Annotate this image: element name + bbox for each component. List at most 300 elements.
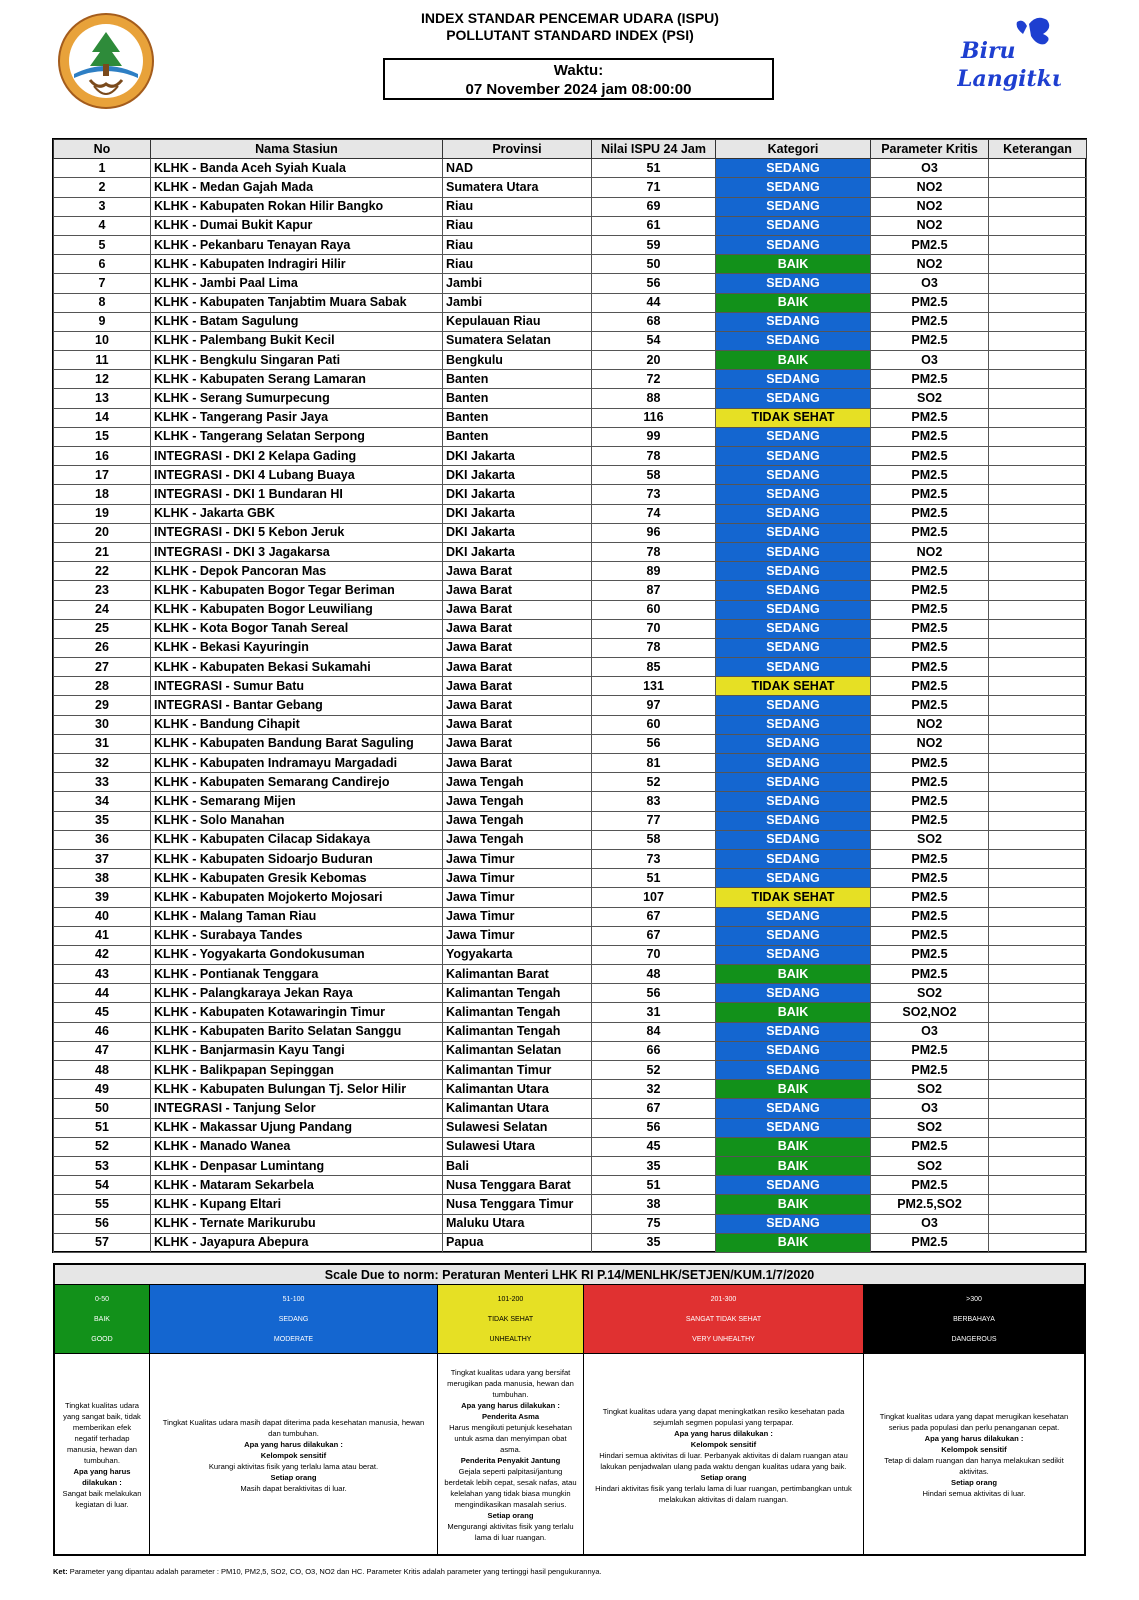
cell-provinsi: Jawa Barat [443, 715, 592, 734]
cell-nama-stasiun: INTEGRASI - Tanjung Selor [151, 1099, 443, 1118]
cell-nama-stasiun: KLHK - Tangerang Selatan Serpong [151, 427, 443, 446]
header-no: No [54, 140, 151, 159]
cell-keterangan [989, 504, 1087, 523]
cell-kategori: SEDANG [716, 331, 871, 350]
cell-kategori: TIDAK SEHAT [716, 677, 871, 696]
cell-no: 55 [54, 1195, 151, 1214]
cell-keterangan [989, 312, 1087, 331]
scale-description [864, 1354, 1084, 1556]
cell-keterangan [989, 447, 1087, 466]
cell-nilai-ispu: 66 [592, 1041, 716, 1060]
cell-keterangan [989, 351, 1087, 370]
cell-nilai-ispu: 72 [592, 370, 716, 389]
cell-nilai-ispu: 88 [592, 389, 716, 408]
cell-nilai-ispu: 54 [592, 331, 716, 350]
scale-description-line: Tetap di dalam ruangan dan hanya melakukan sedikit aktivitas. [884, 1456, 1064, 1476]
cell-provinsi: Riau [443, 255, 592, 274]
cell-kategori: BAIK [716, 1003, 871, 1022]
scale-band-label-en: GOOD [91, 1335, 113, 1343]
cell-no: 42 [54, 945, 151, 964]
cell-parameter-kritis: PM2.5 [871, 562, 989, 581]
cell-nama-stasiun: KLHK - Kota Bogor Tanah Sereal [151, 619, 443, 638]
table-row [54, 754, 1087, 773]
cell-no: 45 [54, 1003, 151, 1022]
cell-no: 5 [54, 235, 151, 254]
cell-provinsi: Riau [443, 216, 592, 235]
page-title: INDEX STANDAR PENCEMAR UDARA (ISPU) [421, 10, 719, 26]
cell-no: 56 [54, 1214, 151, 1233]
cell-no: 57 [54, 1233, 151, 1252]
cell-kategori: SEDANG [716, 696, 871, 715]
cell-no: 46 [54, 1022, 151, 1041]
cell-keterangan [989, 1176, 1087, 1195]
cell-nilai-ispu: 78 [592, 447, 716, 466]
cell-kategori: SEDANG [716, 523, 871, 542]
cell-parameter-kritis: SO2,NO2 [871, 1003, 989, 1022]
cell-nilai-ispu: 58 [592, 830, 716, 849]
cell-nilai-ispu: 51 [592, 159, 716, 178]
cell-kategori: SEDANG [716, 734, 871, 753]
cell-kategori: SEDANG [716, 370, 871, 389]
cell-keterangan [989, 1003, 1087, 1022]
cell-provinsi: Jawa Timur [443, 849, 592, 868]
scale-column-berbahaya [864, 1285, 1084, 1556]
scale-band-label-en: DANGEROUS [951, 1335, 997, 1343]
cell-keterangan [989, 197, 1087, 216]
cell-keterangan [989, 869, 1087, 888]
scale-band [55, 1285, 149, 1354]
cell-nama-stasiun: INTEGRASI - Bantar Gebang [151, 696, 443, 715]
cell-no: 34 [54, 792, 151, 811]
cell-nama-stasiun: KLHK - Kabupaten Semarang Candirejo [151, 773, 443, 792]
cell-provinsi: Jawa Tengah [443, 773, 592, 792]
cell-nama-stasiun: KLHK - Dumai Bukit Kapur [151, 216, 443, 235]
cell-provinsi: NAD [443, 159, 592, 178]
cell-keterangan [989, 1099, 1087, 1118]
cell-keterangan [989, 926, 1087, 945]
cell-no: 51 [54, 1118, 151, 1137]
cell-parameter-kritis: PM2.5 [871, 619, 989, 638]
cell-nilai-ispu: 38 [592, 1195, 716, 1214]
cell-nilai-ispu: 116 [592, 408, 716, 427]
cell-kategori: SEDANG [716, 849, 871, 868]
cell-provinsi: Sulawesi Selatan [443, 1118, 592, 1137]
cell-nama-stasiun: INTEGRASI - Sumur Batu [151, 677, 443, 696]
cell-parameter-kritis: NO2 [871, 715, 989, 734]
cell-parameter-kritis: PM2.5 [871, 965, 989, 984]
cell-nama-stasiun: KLHK - Kabupaten Mojokerto Mojosari [151, 888, 443, 907]
logo-text-biru: Biru [961, 38, 1016, 64]
cell-kategori: BAIK [716, 965, 871, 984]
cell-keterangan [989, 1214, 1087, 1233]
cell-kategori: SEDANG [716, 1061, 871, 1080]
cell-provinsi: Jawa Timur [443, 888, 592, 907]
cell-keterangan [989, 734, 1087, 753]
cell-nama-stasiun: KLHK - Kabupaten Indramayu Margadadi [151, 754, 443, 773]
cell-no: 25 [54, 619, 151, 638]
cell-kategori: BAIK [716, 1137, 871, 1156]
cell-nilai-ispu: 56 [592, 1118, 716, 1137]
cell-keterangan [989, 562, 1087, 581]
cell-nilai-ispu: 35 [592, 1233, 716, 1252]
butterfly-icon [957, 14, 1061, 94]
cell-keterangan [989, 696, 1087, 715]
cell-keterangan [989, 888, 1087, 907]
table-row [54, 734, 1087, 753]
cell-nama-stasiun: KLHK - Balikpapan Sepinggan [151, 1061, 443, 1080]
cell-keterangan [989, 370, 1087, 389]
cell-nama-stasiun: KLHK - Kabupaten Serang Lamaran [151, 370, 443, 389]
cell-provinsi: DKI Jakarta [443, 523, 592, 542]
table-row [54, 1041, 1087, 1060]
cell-nama-stasiun: INTEGRASI - DKI 1 Bundaran HI [151, 485, 443, 504]
cell-no: 7 [54, 274, 151, 293]
footer-note-label: Ket: [53, 1567, 68, 1576]
cell-keterangan [989, 1061, 1087, 1080]
table-row [54, 1099, 1087, 1118]
cell-provinsi: Kalimantan Selatan [443, 1041, 592, 1060]
cell-no: 52 [54, 1137, 151, 1156]
table-row [54, 849, 1087, 868]
cell-provinsi: DKI Jakarta [443, 485, 592, 504]
cell-kategori: SEDANG [716, 1176, 871, 1195]
cell-provinsi: Jawa Tengah [443, 811, 592, 830]
cell-nama-stasiun: KLHK - Banjarmasin Kayu Tangi [151, 1041, 443, 1060]
cell-no: 35 [54, 811, 151, 830]
cell-keterangan [989, 1080, 1087, 1099]
cell-nama-stasiun: KLHK - Kabupaten Bogor Leuwiliang [151, 600, 443, 619]
scale-band-label-id: BERBAHAYA [953, 1315, 995, 1323]
cell-keterangan [989, 408, 1087, 427]
cell-keterangan [989, 638, 1087, 657]
cell-no: 30 [54, 715, 151, 734]
table-row [54, 658, 1087, 677]
cell-no: 3 [54, 197, 151, 216]
table-row [54, 888, 1087, 907]
cell-no: 40 [54, 907, 151, 926]
cell-keterangan [989, 216, 1087, 235]
cell-nama-stasiun: KLHK - Medan Gajah Mada [151, 178, 443, 197]
cell-parameter-kritis: PM2.5 [871, 408, 989, 427]
cell-provinsi: DKI Jakarta [443, 504, 592, 523]
table-row [54, 792, 1087, 811]
cell-parameter-kritis: PM2.5 [871, 638, 989, 657]
cell-nilai-ispu: 56 [592, 274, 716, 293]
table-row [54, 447, 1087, 466]
cell-provinsi: Kalimantan Barat [443, 965, 592, 984]
cell-no: 23 [54, 581, 151, 600]
scale-description-line: Apa yang harus dilakukan : [244, 1439, 343, 1449]
table-header-row [54, 140, 1087, 159]
cell-provinsi: Maluku Utara [443, 1214, 592, 1233]
cell-keterangan [989, 1233, 1087, 1252]
table-row [54, 159, 1087, 178]
cell-kategori: SEDANG [716, 1041, 871, 1060]
table-row [54, 370, 1087, 389]
cell-parameter-kritis: NO2 [871, 197, 989, 216]
header-keterangan: Keterangan [989, 140, 1087, 159]
cell-nama-stasiun: KLHK - Palembang Bukit Kecil [151, 331, 443, 350]
cell-keterangan [989, 331, 1087, 350]
scale-band [150, 1285, 437, 1354]
cell-keterangan [989, 773, 1087, 792]
cell-no: 24 [54, 600, 151, 619]
cell-nilai-ispu: 75 [592, 1214, 716, 1233]
cell-nama-stasiun: KLHK - Pekanbaru Tenayan Raya [151, 235, 443, 254]
scale-description-line: Apa yang harus dilakukan : [924, 1434, 1024, 1443]
cell-no: 47 [54, 1041, 151, 1060]
cell-nilai-ispu: 20 [592, 351, 716, 370]
scale-description [55, 1354, 149, 1556]
scale-band-range: 0-50 [94, 1295, 109, 1303]
cell-kategori: BAIK [716, 1233, 871, 1252]
cell-nama-stasiun: KLHK - Kabupaten Indragiri Hilir [151, 255, 443, 274]
cell-nilai-ispu: 32 [592, 1080, 716, 1099]
cell-keterangan [989, 965, 1087, 984]
scale-description-line: Apa yang harus dilakukan : [461, 1401, 560, 1410]
scale-column-sedang [150, 1285, 438, 1556]
scale-band-range: 51-100 [282, 1295, 305, 1303]
header-nama-stasiun: Nama Stasiun [151, 140, 443, 159]
scale-description-line: Gejala seperti palpitasi/jantung berdetak lebih cepat, sesak nafas, atau kelelahan yang tidak biasa mungkin mengindikasikan masalah serius. [444, 1467, 577, 1509]
scale-description-line: Setiap orang [270, 1472, 317, 1482]
cell-keterangan [989, 984, 1087, 1003]
table-row [54, 1176, 1087, 1195]
cell-no: 48 [54, 1061, 151, 1080]
scale-column-baik [55, 1285, 150, 1556]
table-row [54, 274, 1087, 293]
scale-description-line: Apa yang harus dilakukan : [674, 1428, 773, 1438]
cell-provinsi: Papua [443, 1233, 592, 1252]
cell-no: 29 [54, 696, 151, 715]
cell-kategori: SEDANG [716, 312, 871, 331]
cell-nilai-ispu: 31 [592, 1003, 716, 1022]
cell-nilai-ispu: 84 [592, 1022, 716, 1041]
cell-parameter-kritis: PM2.5 [871, 926, 989, 945]
cell-no: 18 [54, 485, 151, 504]
header-kategori: Kategori [716, 140, 871, 159]
scale-title: Scale Due to norm: Peraturan Menteri LHK RI P.14/MENLHK/SETJEN/KUM.1/7/2020 [55, 1265, 1084, 1285]
cell-nilai-ispu: 61 [592, 216, 716, 235]
cell-provinsi: DKI Jakarta [443, 447, 592, 466]
table-row [54, 1214, 1087, 1233]
scale-description [584, 1354, 863, 1556]
table-row [54, 677, 1087, 696]
cell-nilai-ispu: 56 [592, 734, 716, 753]
cell-kategori: SEDANG [716, 792, 871, 811]
cell-kategori: SEDANG [716, 1214, 871, 1233]
cell-provinsi: Riau [443, 235, 592, 254]
cell-parameter-kritis: NO2 [871, 734, 989, 753]
cell-nilai-ispu: 77 [592, 811, 716, 830]
cell-nilai-ispu: 52 [592, 1061, 716, 1080]
table-row [54, 1137, 1087, 1156]
cell-nilai-ispu: 50 [592, 255, 716, 274]
cell-parameter-kritis: NO2 [871, 542, 989, 561]
cell-keterangan [989, 159, 1087, 178]
table-row [54, 331, 1087, 350]
scale-legend [53, 1263, 1086, 1556]
cell-parameter-kritis: PM2.5 [871, 523, 989, 542]
cell-keterangan [989, 945, 1087, 964]
cell-parameter-kritis: PM2.5 [871, 792, 989, 811]
cell-provinsi: Kalimantan Tengah [443, 1003, 592, 1022]
cell-kategori: SEDANG [716, 926, 871, 945]
cell-kategori: SEDANG [716, 638, 871, 657]
scale-column-tidak-sehat [438, 1285, 584, 1556]
table-row [54, 638, 1087, 657]
table-row [54, 389, 1087, 408]
klhk-logo [54, 12, 158, 110]
cell-parameter-kritis: PM2.5 [871, 600, 989, 619]
cell-kategori: SEDANG [716, 159, 871, 178]
cell-keterangan [989, 427, 1087, 446]
cell-parameter-kritis: PM2.5 [871, 869, 989, 888]
cell-keterangan [989, 1137, 1087, 1156]
cell-kategori: SEDANG [716, 427, 871, 446]
scale-description-line: Setiap orang [487, 1511, 534, 1520]
cell-keterangan [989, 178, 1087, 197]
cell-kategori: TIDAK SEHAT [716, 408, 871, 427]
cell-nilai-ispu: 51 [592, 869, 716, 888]
cell-parameter-kritis: PM2.5 [871, 849, 989, 868]
cell-nilai-ispu: 78 [592, 542, 716, 561]
cell-parameter-kritis: O3 [871, 351, 989, 370]
cell-nilai-ispu: 60 [592, 600, 716, 619]
cell-parameter-kritis: PM2.5 [871, 370, 989, 389]
cell-parameter-kritis: NO2 [871, 255, 989, 274]
cell-kategori: SEDANG [716, 274, 871, 293]
scale-description-line: Penderita Asma [481, 1412, 540, 1421]
cell-nilai-ispu: 96 [592, 523, 716, 542]
cell-keterangan [989, 849, 1087, 868]
header-nilai-ispu: Nilai ISPU 24 Jam [592, 140, 716, 159]
scale-band [864, 1285, 1084, 1354]
cell-nama-stasiun: INTEGRASI - DKI 5 Kebon Jeruk [151, 523, 443, 542]
table-row [54, 216, 1087, 235]
cell-kategori: SEDANG [716, 485, 871, 504]
cell-parameter-kritis: PM2.5 [871, 773, 989, 792]
cell-no: 12 [54, 370, 151, 389]
scale-band-label-en: MODERATE [273, 1335, 314, 1343]
cell-parameter-kritis: PM2.5 [871, 696, 989, 715]
cell-keterangan [989, 658, 1087, 677]
cell-kategori: SEDANG [716, 542, 871, 561]
cell-provinsi: Jawa Barat [443, 562, 592, 581]
cell-parameter-kritis: O3 [871, 1099, 989, 1118]
cell-nilai-ispu: 67 [592, 1099, 716, 1118]
logo-text-langitku: Langitku [957, 66, 1061, 92]
table-row [54, 562, 1087, 581]
cell-nilai-ispu: 74 [592, 504, 716, 523]
cell-provinsi: Sumatera Selatan [443, 331, 592, 350]
cell-nilai-ispu: 83 [592, 792, 716, 811]
cell-nama-stasiun: KLHK - Kabupaten Bandung Barat Saguling [151, 734, 443, 753]
cell-no: 28 [54, 677, 151, 696]
cell-kategori: SEDANG [716, 773, 871, 792]
table-row [54, 485, 1087, 504]
cell-nama-stasiun: KLHK - Kabupaten Rokan Hilir Bangko [151, 197, 443, 216]
cell-no: 9 [54, 312, 151, 331]
cell-parameter-kritis: PM2.5 [871, 447, 989, 466]
cell-provinsi: Jambi [443, 274, 592, 293]
cell-kategori: SEDANG [716, 562, 871, 581]
cell-nilai-ispu: 60 [592, 715, 716, 734]
cell-parameter-kritis: PM2.5 [871, 754, 989, 773]
scale-description-line: Mengurangi aktivitas fisik yang terlalu lama di luar ruangan. [447, 1522, 574, 1542]
cell-nama-stasiun: KLHK - Mataram Sekarbela [151, 1176, 443, 1195]
scale-description-line: Harus mengikuti petunjuk kesehatan untuk asma dan menyimpan obat asma. [449, 1423, 572, 1454]
cell-provinsi: DKI Jakarta [443, 542, 592, 561]
cell-kategori: BAIK [716, 1080, 871, 1099]
cell-kategori: SEDANG [716, 984, 871, 1003]
scale-description-line: Penderita Penyakit Jantung [460, 1456, 561, 1465]
cell-nama-stasiun: KLHK - Jakarta GBK [151, 504, 443, 523]
cell-keterangan [989, 274, 1087, 293]
cell-no: 22 [54, 562, 151, 581]
cell-nama-stasiun: KLHK - Pontianak Tenggara [151, 965, 443, 984]
cell-nama-stasiun: KLHK - Depok Pancoran Mas [151, 562, 443, 581]
cell-nama-stasiun: KLHK - Kabupaten Sidoarjo Buduran [151, 849, 443, 868]
table-row [54, 869, 1087, 888]
cell-no: 50 [54, 1099, 151, 1118]
cell-kategori: SEDANG [716, 754, 871, 773]
cell-nilai-ispu: 44 [592, 293, 716, 312]
cell-provinsi: Jawa Barat [443, 696, 592, 715]
cell-keterangan [989, 619, 1087, 638]
cell-kategori: SEDANG [716, 216, 871, 235]
cell-keterangan [989, 1156, 1087, 1175]
cell-provinsi: Jawa Timur [443, 869, 592, 888]
cell-parameter-kritis: PM2.5,SO2 [871, 1195, 989, 1214]
cell-kategori: BAIK [716, 1156, 871, 1175]
cell-parameter-kritis: NO2 [871, 178, 989, 197]
scale-band-range: 101-200 [497, 1295, 524, 1303]
cell-parameter-kritis: PM2.5 [871, 331, 989, 350]
cell-nilai-ispu: 73 [592, 849, 716, 868]
cell-kategori: SEDANG [716, 197, 871, 216]
cell-kategori: SEDANG [716, 504, 871, 523]
cell-parameter-kritis: PM2.5 [871, 1041, 989, 1060]
cell-keterangan [989, 677, 1087, 696]
cell-parameter-kritis: O3 [871, 1214, 989, 1233]
cell-keterangan [989, 293, 1087, 312]
cell-kategori: SEDANG [716, 658, 871, 677]
cell-provinsi: Sulawesi Utara [443, 1137, 592, 1156]
cell-nilai-ispu: 59 [592, 235, 716, 254]
cell-nilai-ispu: 85 [592, 658, 716, 677]
cell-provinsi: DKI Jakarta [443, 466, 592, 485]
cell-kategori: SEDANG [716, 907, 871, 926]
scale-description-line: Tingkat Kualitas udara masih dapat diterima pada kesehatan manusia, hewan dan tumbuhan. [162, 1417, 425, 1438]
cell-parameter-kritis: PM2.5 [871, 888, 989, 907]
cell-kategori: SEDANG [716, 178, 871, 197]
cell-kategori: SEDANG [716, 1022, 871, 1041]
cell-provinsi: Jawa Timur [443, 926, 592, 945]
cell-parameter-kritis: PM2.5 [871, 1061, 989, 1080]
cell-keterangan [989, 1041, 1087, 1060]
table-row [54, 523, 1087, 542]
cell-parameter-kritis: O3 [871, 274, 989, 293]
cell-nilai-ispu: 69 [592, 197, 716, 216]
table-row [54, 504, 1087, 523]
scale-band [438, 1285, 583, 1354]
table-row [54, 178, 1087, 197]
table-row [54, 466, 1087, 485]
cell-kategori: SEDANG [716, 600, 871, 619]
cell-parameter-kritis: SO2 [871, 389, 989, 408]
scale-band-range: 201-300 [710, 1295, 737, 1303]
